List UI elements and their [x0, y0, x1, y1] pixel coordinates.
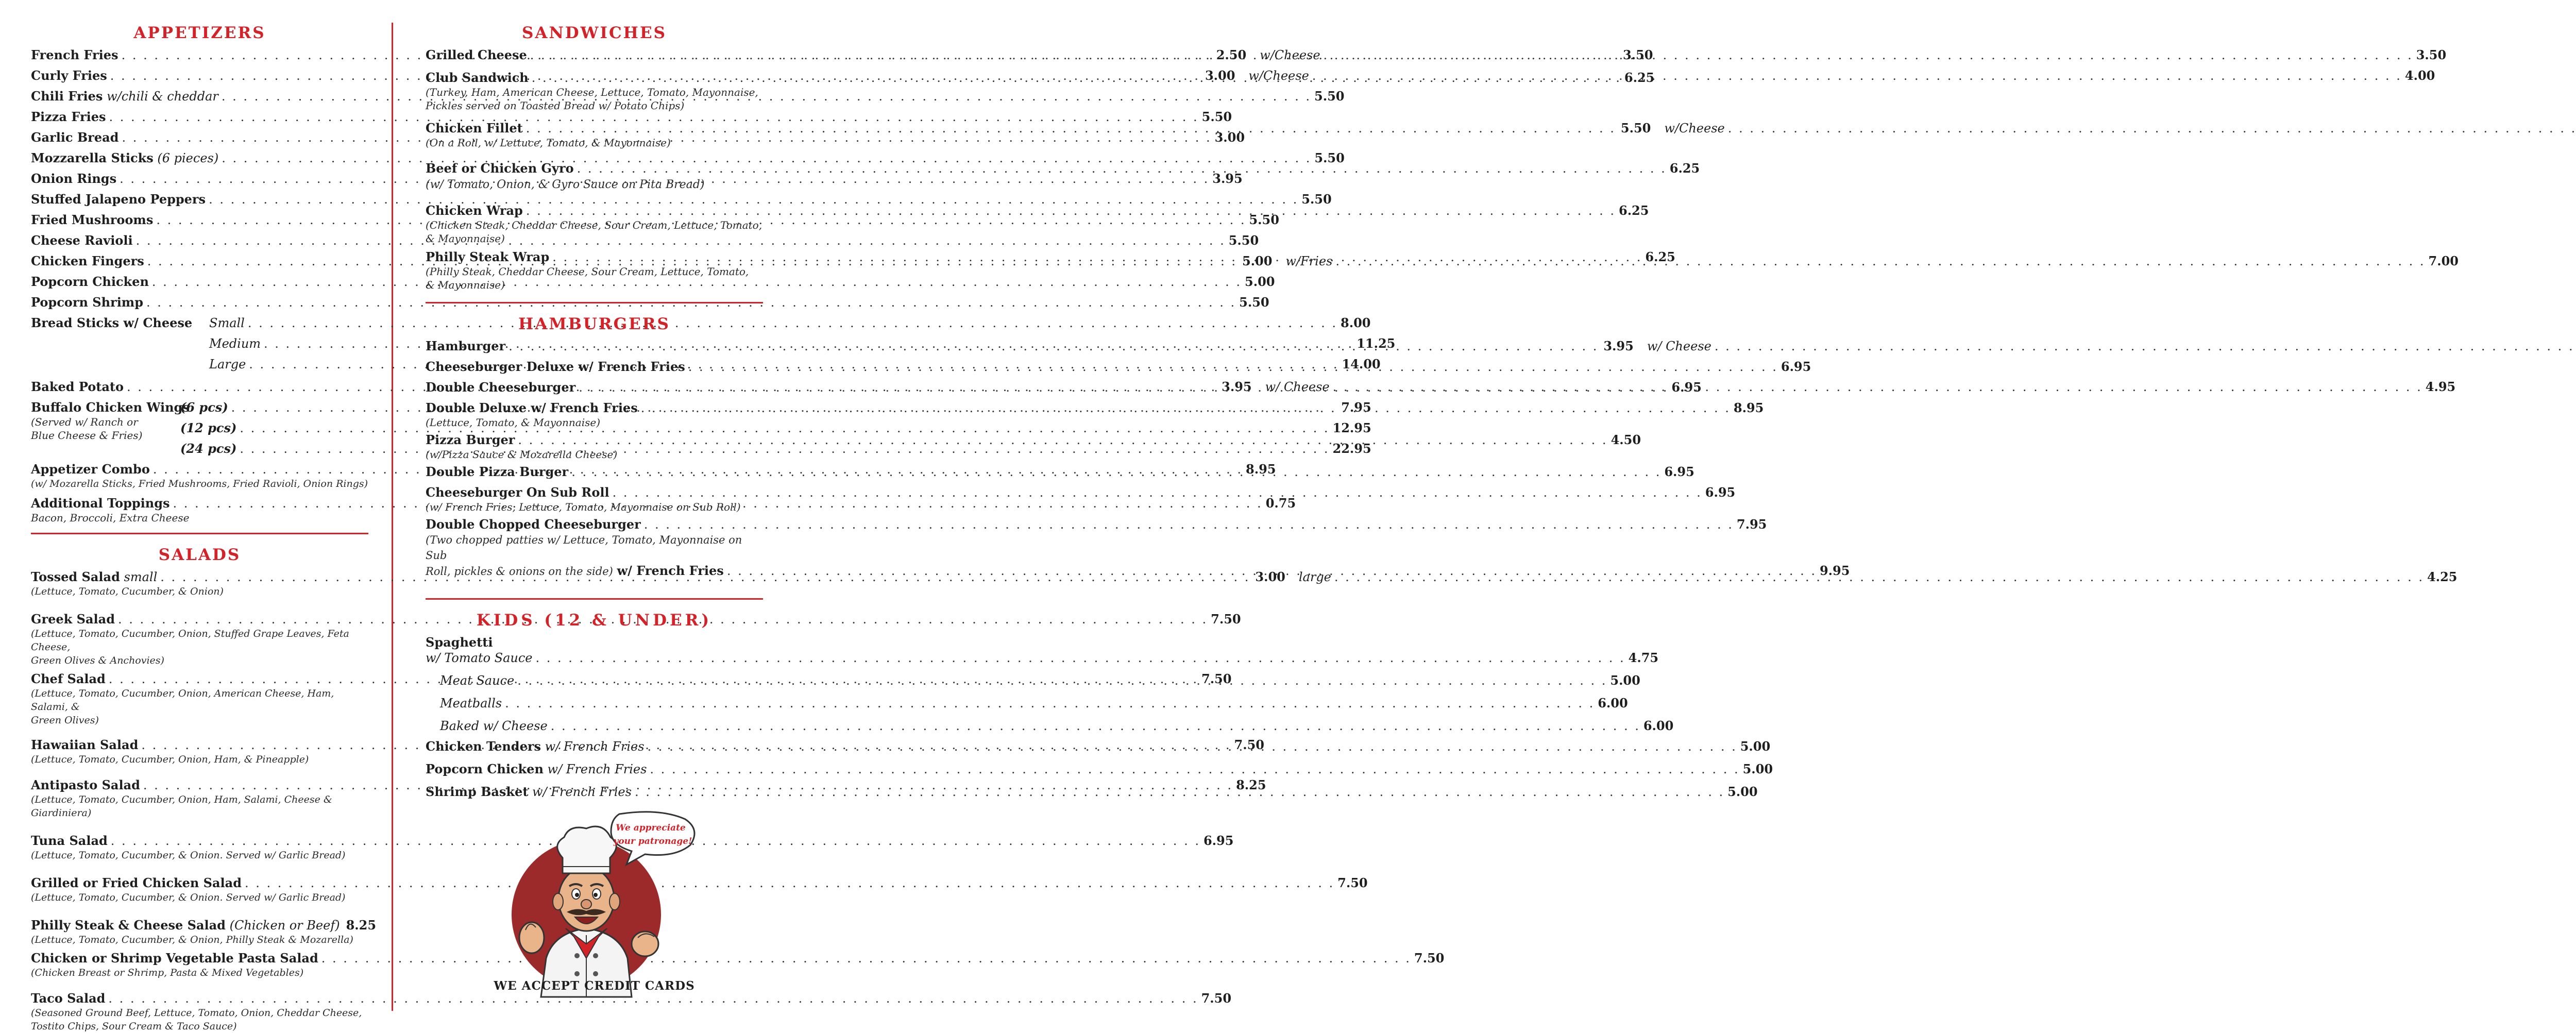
bread-sticks-medium: Medium . . . 11.25: [31, 336, 368, 351]
bubble-text-2: your patronage!: [613, 836, 692, 846]
menu-item-kids-popcorn-chicken: Popcorn Chicken w/ French Fries . . . 5.00: [426, 761, 763, 777]
menu-item-appetizer-combo: Appetizer Combo . . . 8.95 (w/ Mozarella Sticks, Fried Mushrooms, Fried Ravioli, Onion Rings): [31, 462, 368, 490]
salads-heading: SALADS: [158, 546, 241, 564]
bubble-text-1: We appreciate: [616, 823, 686, 833]
spaghetti-baked: Baked w/ Cheese . . . 6.00: [426, 718, 763, 734]
menu-item-sub-roll: Cheeseburger On Sub Roll . . . 6.95 (w/ French Fries, Lettuce, Tomato, Mayonnaise on Sub Roll): [426, 485, 763, 514]
hamburgers-heading: HAMBURGERS: [518, 315, 670, 333]
menu-item-hamburger: Hamburger . . . 3.95 w/ Cheese . . .: [426, 338, 763, 354]
section-divider: [426, 302, 763, 303]
menu-item-onion-rings: Onion Rings . . . 3.95: [31, 171, 368, 187]
menu-item-gyro: Beef or Chicken Gyro . . . 6.25 (w/ Tomato, Onion, & Gyro Sauce on Pita Bread): [426, 161, 763, 194]
menu-item-kids-shrimp-basket: Shrimp Basket w/ French Fries . . . 5.00: [426, 784, 763, 800]
bread-sticks-large: Large . . . 14.00: [31, 357, 368, 372]
menu-item-double-chopped: Double Chopped Cheeseburger . . . 7.95 (Two chopped patties w/ Lettuce, Tomato, Mayonnaise on Sub Roll, pickles & onions on the side) w/ French Fries . . . 9.95: [426, 517, 763, 579]
menu-item-chicken-fillet: Chicken Fillet . . . 5.50 w/Cheese . . . (On a Roll, w/ Lettuce, Tomato, & Mayonnaise): [426, 121, 763, 149]
menu-item-pizza-burger: Pizza Burger . . . 4.50 (w/Pizza Sauce & Mozarella Cheese): [426, 432, 763, 461]
menu-item-chicken-wrap: Chicken Wrap . . . 6.25 (Chicken Steak, Cheddar Cheese, Sour Cream, Lettuce, Tomato, & Mayonnaise): [426, 203, 763, 245]
sandwiches-heading: SANDWICHES: [522, 24, 667, 42]
credit-cards-notice: WE ACCEPT CREDIT CARDS: [494, 979, 695, 993]
menu-item-popcorn-chicken: Popcorn Chicken . . . 5.00: [31, 274, 368, 290]
menu-item-curly-fries: Curly Fries . . . 3.00 w/Cheese . . . 4.00: [31, 68, 368, 83]
menu-item-club-sandwich: Club Sandwich . . . 6.25 (Turkey, Ham, American Cheese, Lettuce, Tomato, Mayonnaise, Pickles served on Toasted Bread w/ Potato Chips): [426, 70, 763, 112]
chef-mascot-illustration: [505, 809, 701, 997]
appetizers-heading: APPETIZERS: [133, 24, 266, 42]
menu-item-double-deluxe: Double Deluxe w/ French Fries . . . 8.95 (Lettuce, Tomato, & Mayonnaise): [426, 400, 763, 429]
menu-item-double-cheeseburger: Double Cheeseburger . . . 6.95: [426, 380, 763, 395]
spaghetti-tomato-sauce: w/ Tomato Sauce . . . 4.75: [426, 650, 763, 666]
menu-item-tossed-salad: Tossed Salad small . . . 3.00 large . . . 4.25 (Lettuce, Tomato, Cucumber, & Onion): [31, 569, 368, 598]
menu-item-chicken-fingers: Chicken Fingers . . . 5.00 w/Fries . . . 7.00: [31, 253, 368, 269]
menu-item-philly-salad: Philly Steak & Cheese Salad (Chicken or Beef) 8.25 (Lettuce, Tomato, Cucumber, & Onion, Philly Steak & Mozarella): [31, 918, 377, 945]
menu-item-cheeseburger-deluxe: Cheeseburger Deluxe w/ French Fries . . . 6.95: [426, 359, 763, 375]
menu-item-french-fries: French Fries . . . 2.50 w/Cheese . . . 3.50: [31, 47, 368, 63]
menu-item-pasta-salad: Chicken or Shrimp Vegetable Pasta Salad . . . 7.50 (Chicken Breast or Shrimp, Pasta & Mixed Vegetables): [31, 951, 368, 979]
menu-item-pizza-fries: Pizza Fries . . . 5.50: [31, 109, 368, 125]
menu-item-antipasto-salad: Antipasto Salad . . . 8.25 (Lettuce, Tomato, Cucumber, Onion, Ham, Salami, Cheese & Giardiniera): [31, 777, 368, 820]
menu-item-fried-mushrooms: Fried Mushrooms . . . 5.50: [31, 212, 368, 228]
menu-item-spaghetti: Spaghetti: [426, 635, 493, 650]
menu-item-taco-salad: Taco Salad . . . 7.50 (Seasoned Ground Beef, Lettuce, Tomato, Onion, Cheddar Cheese, Tostito Chips, Sour Cream & Taco Sauce): [31, 991, 368, 1033]
menu-item-buffalo-wings: Buffalo Chicken Wings (Served w/ Ranch or Blue Cheese & Fries) (6 pcs) . . . 7.95 (12 pcs) . . . 12.95 (24 pcs) . . . 22.95: [31, 400, 368, 456]
section-divider: [31, 533, 368, 534]
menu-item-tuna-salad: Tuna Salad . . . 6.95 (Lettuce, Tomato, Cucumber, & Onion. Served w/ Garlic Bread): [31, 833, 368, 862]
chef-icon: [505, 809, 701, 997]
menu-item-mozzarella-sticks: Mozzarella Sticks (6 pieces) . . . 5.50: [31, 150, 368, 166]
menu-item-bread-sticks: Bread Sticks w/ Cheese Small . . . 8.00: [31, 315, 368, 331]
menu-item-additional-toppings: Additional Toppings . . . 0.75 Bacon, Broccoli, Extra Cheese: [31, 496, 368, 524]
menu-item-double-pizza-burger: Double Pizza Burger . . . 6.95: [426, 464, 763, 480]
menu-item-baked-potato: Baked Potato . . . 3.95 w/ Cheese . . . 4.95: [31, 379, 368, 395]
menu-item-kids-chicken-tenders: Chicken Tenders w/ French Fries . . . 5.00: [426, 739, 763, 754]
menu-item-philly-wrap: Philly Steak Wrap . . . 6.25 (Philly Steak, Cheddar Cheese, Sour Cream, Lettuce, Tomato, & Mayonnaise): [426, 249, 763, 292]
menu-item-grilled-cheese: Grilled Cheese . . . 3.50: [426, 47, 763, 63]
menu-item-cheese-ravioli: Cheese Ravioli . . . 5.50: [31, 233, 368, 248]
menu-item-jalapeno-peppers: Stuffed Jalapeno Peppers . . . 5.50: [31, 192, 368, 207]
section-divider: [426, 598, 763, 600]
menu-item-garlic-bread: Garlic Bread . . . 3.00: [31, 130, 368, 145]
menu-item-hawaiian-salad: Hawaiian Salad . . . 7.50 (Lettuce, Tomato, Cucumber, Onion, Ham, & Pineapple): [31, 737, 368, 766]
menu-item-chef-salad: Chef Salad . . . 7.50 (Lettuce, Tomato, Cucumber, Onion, American Cheese, Ham, Salami, & Green Olives): [31, 671, 368, 727]
spaghetti-meatballs: Meatballs . . . 6.00: [426, 696, 763, 711]
menu-item-greek-salad: Greek Salad . . . 7.50 (Lettuce, Tomato, Cucumber, Onion, Stuffed Grape Leaves, Feta Cheese, Green Olives & Anchovies): [31, 612, 368, 667]
menu-item-chili-fries: Chili Fries w/chili & cheddar . . . 5.50: [31, 89, 368, 104]
kids-heading: KIDS (12 & UNDER): [476, 611, 713, 630]
spaghetti-meat-sauce: Meat Sauce . . . 5.00: [426, 673, 763, 688]
menu-item-popcorn-shrimp: Popcorn Shrimp . . . 5.50: [31, 295, 368, 310]
menu-item-grilled-chicken-salad: Grilled or Fried Chicken Salad . . . 7.50 (Lettuce, Tomato, Cucumber, & Onion. Served w/ Garlic Bread): [31, 875, 368, 904]
